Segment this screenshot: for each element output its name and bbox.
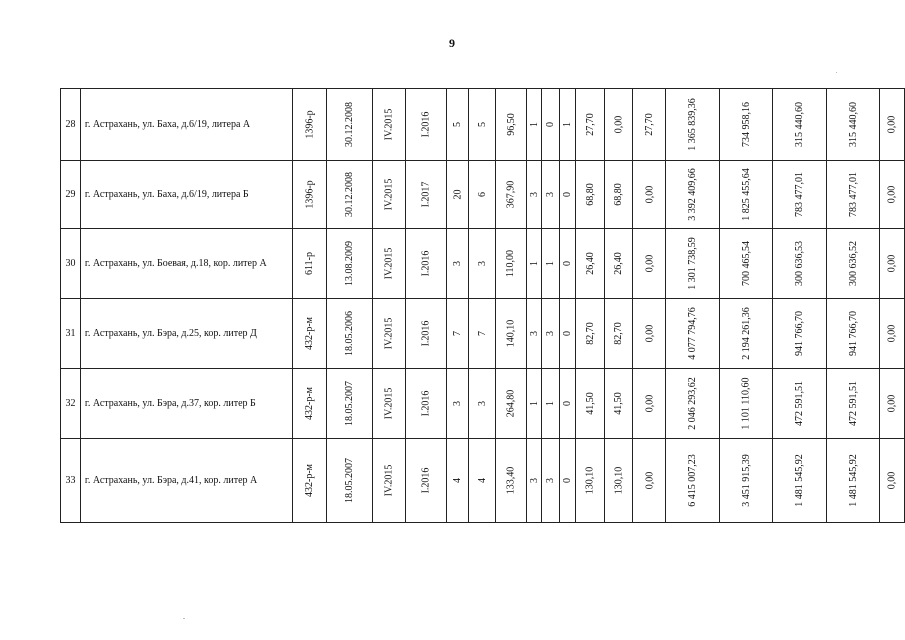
area-cell-text: 82,70 [613,322,624,345]
area-cell [604,439,633,523]
amount-cell [826,299,880,369]
planned-start-text: IV.2015 [383,247,395,280]
amount-cell [773,161,827,229]
area-cell [576,161,605,229]
count-cell-text: 3 [528,192,540,197]
count-cell [559,89,575,161]
address-cell-text: г. Астрахань, ул. Баха, д.6/19, литера А [84,119,251,130]
amount-cell-text: 300 636,52 [847,241,859,286]
count-cell [526,229,541,299]
amount-cell-text: 3 451 915,39 [740,454,752,507]
amount-cell-text: 1 101 110,60 [740,377,752,430]
amount-cell [880,369,905,439]
area-cell-text: 82,70 [584,322,596,345]
address-cell-text: г. Астрахань, ул. Боевая, д.18, кор. литер А [84,258,267,269]
count-cell-text: 4 [476,478,488,483]
count-cell-text: 3 [452,401,464,406]
count-cell [447,369,469,439]
planned-end [406,299,447,369]
count-cell [469,89,496,161]
amount-cell-text: 1 825 455,64 [740,168,752,221]
amount-cell-text: 3 392 409,66 [687,168,699,221]
amount-cell-text: 6 415 007,23 [687,454,699,507]
amount-cell-text: 0,00 [886,471,898,490]
amount-cell [719,439,773,523]
amount-cell-text: 783 477,01 [847,172,859,217]
count-cell-text: 1 [545,401,557,406]
count-cell-text: 0 [562,192,574,197]
amount-cell [666,229,720,299]
amount-cell [719,161,773,229]
count-cell [469,229,496,299]
area-cell-text: 0,00 [613,115,624,134]
count-cell [559,369,575,439]
decree-number [293,299,327,369]
amount-cell-text: 783 477,01 [794,172,806,217]
area-cell-text: 0,00 [643,471,655,490]
planned-end-text: I.2016 [420,320,432,347]
count-cell-text: 3 [545,478,557,483]
area-cell [604,299,633,369]
area-cell [576,369,605,439]
row-number [61,439,81,523]
amount-cell-text: 0,00 [886,115,898,134]
area-cell [496,229,527,299]
planned-start-text: IV.2015 [383,317,395,350]
count-cell-text: 1 [545,261,557,266]
amount-cell-text: 1 481 545,92 [847,454,859,507]
planned-start [373,299,406,369]
count-cell-text: 0 [545,122,557,127]
planned-end-text: I.2016 [420,111,432,138]
amount-cell-text: 472 591,51 [847,381,859,426]
decree-date [327,299,373,369]
count-cell-text: 1 [528,122,540,127]
area-cell [633,161,666,229]
scan-speck [183,618,185,619]
decree-date-text: 18.05.2006 [344,311,356,356]
area-cell-text: 0,00 [643,324,655,343]
amount-cell [880,89,905,161]
decree-date-text: 13.08.2009 [344,241,356,286]
amount-cell [666,299,720,369]
area-cell-text: 140,10 [505,319,517,348]
table-row [61,299,905,369]
address-cell-text: г. Астрахань, ул. Баха, д.6/19, литера Б [84,189,249,200]
area-cell [576,299,605,369]
amount-cell-text: 1 301 738,59 [687,237,699,290]
count-cell [559,299,575,369]
table-row [61,229,905,299]
table-row [61,89,905,161]
area-cell [496,89,527,161]
decree-date [327,229,373,299]
count-cell [447,439,469,523]
planned-end [406,161,447,229]
amount-cell-text: 315 440,60 [847,102,859,147]
row-number-text: 33 [65,475,76,486]
planned-start-text: IV.2015 [383,464,395,497]
count-cell-text: 6 [476,192,488,197]
decree-date [327,89,373,161]
address-cell [80,229,293,299]
count-cell-text: 20 [452,189,464,200]
area-cell-text: 27,70 [584,113,596,136]
area-cell-text: 367,90 [505,180,517,209]
planned-end-text: I.2016 [420,390,432,417]
area-cell [633,229,666,299]
count-cell-text: 4 [452,478,464,483]
amount-cell [880,161,905,229]
amount-cell-text: 0,00 [886,394,898,413]
address-cell [80,299,293,369]
planned-start [373,89,406,161]
area-cell [633,439,666,523]
table-row [61,439,905,523]
count-cell-text: 5 [476,122,488,127]
count-cell [469,161,496,229]
decree-date-text: 30.12.2008 [344,172,356,217]
count-cell-text: 0 [562,331,574,336]
amount-cell-text: 315 440,60 [794,102,806,147]
registry-table [60,88,905,523]
amount-cell [826,89,880,161]
amount-cell-text: 1 481 545,92 [794,454,806,507]
count-cell-text: 3 [528,331,540,336]
amount-cell [719,229,773,299]
area-cell-text: 264,80 [505,389,517,418]
planned-start-text: IV.2015 [383,387,395,420]
amount-cell-text: 941 766,70 [794,311,806,356]
count-cell [542,299,559,369]
area-cell [604,89,633,161]
area-cell-text: 130,10 [613,466,624,495]
area-cell-text: 96,50 [505,113,517,136]
area-cell [633,299,666,369]
row-number [61,299,81,369]
area-cell [633,369,666,439]
row-number [61,161,81,229]
area-cell-text: 0,00 [643,185,655,204]
decree-date [327,439,373,523]
row-number [61,369,81,439]
area-cell [633,89,666,161]
amount-cell [773,229,827,299]
area-cell [496,161,527,229]
count-cell-text: 3 [476,261,488,266]
count-cell [447,161,469,229]
area-cell-text: 110,00 [505,249,517,278]
area-cell [576,89,605,161]
page-number: 9 [449,36,455,50]
count-cell-text: 7 [452,331,464,336]
area-cell-text: 41,50 [584,392,596,415]
area-cell-text: 68,80 [613,183,624,206]
amount-cell-text: 1 365 839,36 [687,98,699,151]
count-cell [469,369,496,439]
area-cell [576,229,605,299]
decree-date [327,161,373,229]
count-cell [469,439,496,523]
area-cell [496,439,527,523]
amount-cell [826,439,880,523]
count-cell [542,439,559,523]
amount-cell-text: 472 591,51 [794,381,806,426]
planned-end-text: I.2017 [420,181,432,208]
planned-start-text: IV.2015 [383,178,395,211]
amount-cell-text: 0,00 [886,185,898,204]
count-cell [542,229,559,299]
area-cell [604,161,633,229]
amount-cell [666,161,720,229]
address-cell [80,89,293,161]
area-cell [496,299,527,369]
count-cell-text: 0 [562,261,574,266]
count-cell-text: 3 [545,331,557,336]
planned-end-text: I.2016 [420,467,432,494]
amount-cell-text: 300 636,53 [794,241,806,286]
amount-cell [826,161,880,229]
count-cell [559,161,575,229]
planned-start [373,161,406,229]
count-cell-text: 7 [476,331,488,336]
count-cell [526,439,541,523]
decree-number-text: 432-р-м [304,387,316,420]
decree-number [293,369,327,439]
decree-date-text: 30.12.2008 [344,102,356,147]
amount-cell-text: 700 465,54 [740,241,752,286]
count-cell [559,439,575,523]
planned-end [406,369,447,439]
count-cell-text: 5 [452,122,464,127]
scan-speck [836,72,837,73]
count-cell-text: 1 [562,122,574,127]
area-cell [604,369,633,439]
area-cell-text: 0,00 [643,394,655,413]
row-number-text: 31 [65,328,76,339]
count-cell [526,299,541,369]
count-cell-text: 0 [562,401,574,406]
amount-cell-text: 0,00 [886,324,898,343]
decree-number [293,229,327,299]
decree-date-text: 18.05.2007 [344,381,356,426]
row-number-text: 29 [65,189,76,200]
count-cell [559,229,575,299]
decree-number-text: 611-р [304,252,316,275]
count-cell-text: 3 [545,192,557,197]
planned-end [406,439,447,523]
address-cell [80,439,293,523]
area-cell-text: 26,40 [584,252,596,275]
count-cell [447,229,469,299]
planned-start-text: IV.2015 [383,108,395,141]
row-number [61,89,81,161]
amount-cell-text: 941 766,70 [847,311,859,356]
amount-cell-text: 4 077 794,76 [687,307,699,360]
amount-cell-text: 0,00 [886,254,898,273]
count-cell [447,299,469,369]
count-cell [469,299,496,369]
area-cell-text: 68,80 [584,183,596,206]
address-cell [80,369,293,439]
planned-end-text: I.2016 [420,250,432,277]
address-cell-text: г. Астрахань, ул. Бэра, д.37, кор. литер Б [84,398,256,409]
decree-number-text: 432-р-м [304,464,316,497]
row-number-text: 28 [65,119,76,130]
amount-cell [773,89,827,161]
row-number-text: 30 [65,258,76,269]
amount-cell [826,369,880,439]
count-cell [447,89,469,161]
amount-cell [880,299,905,369]
decree-number [293,89,327,161]
planned-start [373,369,406,439]
count-cell [542,89,559,161]
count-cell-text: 1 [528,401,540,406]
amount-cell [773,439,827,523]
area-cell-text: 0,00 [643,254,655,273]
amount-cell [773,299,827,369]
amount-cell [773,369,827,439]
decree-number [293,161,327,229]
amount-cell-text: 2 194 261,36 [740,307,752,360]
table-row [61,369,905,439]
amount-cell [880,229,905,299]
area-cell-text: 26,40 [613,252,624,275]
decree-date-text: 18.05.2007 [344,458,356,503]
address-cell-text: г. Астрахань, ул. Бэра, д.25, кор. литер Д [84,328,257,339]
amount-cell-text: 734 958,16 [740,102,752,147]
amount-cell [666,369,720,439]
planned-end [406,229,447,299]
area-cell [496,369,527,439]
area-cell-text: 41,50 [613,392,624,415]
count-cell [542,161,559,229]
amount-cell-text: 2 046 293,62 [687,377,699,430]
area-cell-text: 133,40 [505,466,517,495]
count-cell [526,369,541,439]
table-row [61,161,905,229]
count-cell-text: 3 [528,478,540,483]
count-cell [542,369,559,439]
amount-cell [826,229,880,299]
count-cell-text: 3 [476,401,488,406]
area-cell [604,229,633,299]
amount-cell [719,369,773,439]
address-cell [80,161,293,229]
row-number [61,229,81,299]
amount-cell [880,439,905,523]
count-cell-text: 3 [452,261,464,266]
decree-date [327,369,373,439]
count-cell-text: 0 [562,478,574,483]
decree-number-text: 1396-р [304,180,316,209]
row-number-text: 32 [65,398,76,409]
area-cell-text: 27,70 [643,113,655,136]
decree-number-text: 432-р-м [304,317,316,350]
decree-number-text: 1396-р [304,110,316,139]
amount-cell [666,89,720,161]
planned-start [373,439,406,523]
count-cell [526,161,541,229]
count-cell [526,89,541,161]
amount-cell [666,439,720,523]
count-cell-text: 1 [528,261,540,266]
planned-end [406,89,447,161]
area-cell-text: 130,10 [584,466,596,495]
decree-number [293,439,327,523]
area-cell [576,439,605,523]
amount-cell [719,89,773,161]
planned-start [373,229,406,299]
address-cell-text: г. Астрахань, ул. Бэра, д.41, кор. литер А [84,475,258,486]
amount-cell [719,299,773,369]
